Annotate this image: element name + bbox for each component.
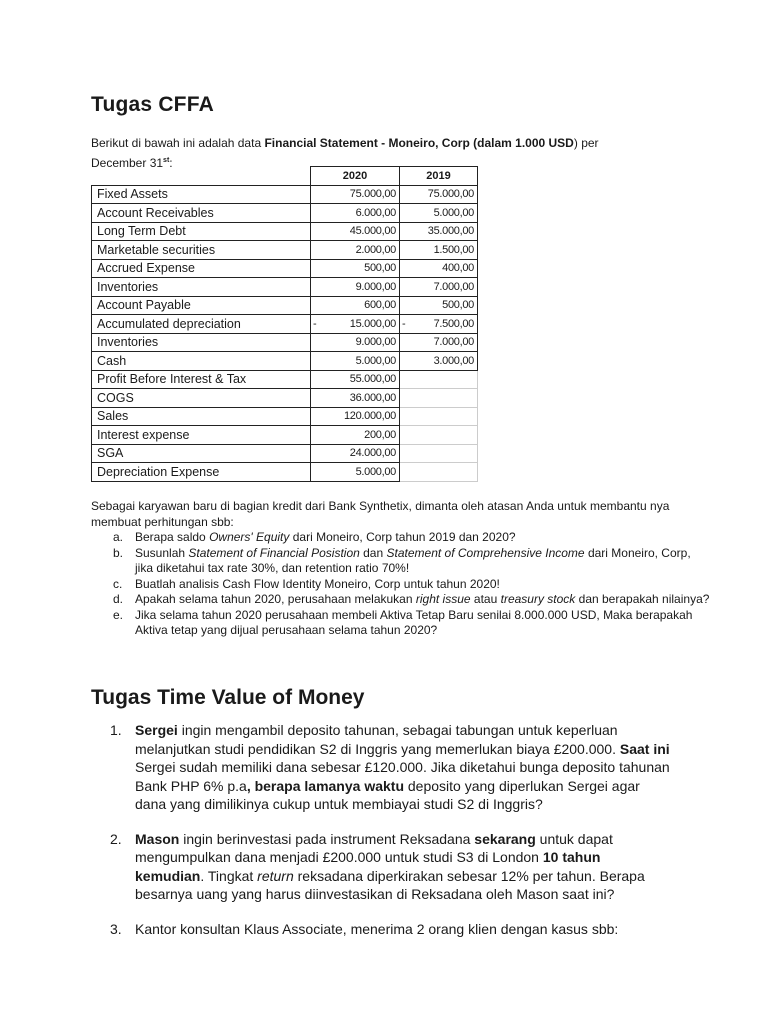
- cell-y2019: [400, 426, 478, 445]
- tvm-text: ingin berinvestasi pada instrument Reksadana: [179, 830, 475, 847]
- task-marker: d.: [113, 592, 124, 606]
- cell-y2019: [400, 389, 478, 408]
- cell-value: 9.000,00: [355, 280, 396, 293]
- table-row: [92, 315, 478, 334]
- row-label: Accumulated depreciation: [92, 315, 311, 334]
- tvm-text: untuk dapat mengumpulkan dana menjadi £200.000 untuk studi S3 di London: [135, 830, 613, 865]
- tvm-number: 3.: [110, 920, 122, 937]
- task-text: treasury stock: [500, 592, 576, 606]
- table-row: [92, 407, 478, 426]
- cell-value: 5.000,00: [433, 206, 474, 219]
- cell-y2020: [311, 333, 400, 352]
- task-marker: e.: [113, 607, 124, 622]
- tvm-text: , berapa lamanya waktu: [246, 777, 404, 794]
- cell-y2020: [311, 296, 400, 315]
- cell-y2019: [400, 204, 478, 223]
- cell-y2020: [311, 426, 400, 445]
- task-item: [113, 607, 711, 639]
- cell-value: 5.000,00: [355, 465, 396, 478]
- tvm-item: [110, 830, 670, 904]
- row-label: COGS: [92, 389, 311, 408]
- tvm-text: Sergei: [135, 722, 178, 738]
- tvm-text: sekarang: [474, 830, 536, 847]
- intro-end: :: [169, 156, 173, 170]
- cell-value: 5.000,00: [355, 354, 396, 367]
- cell-y2019: [400, 296, 478, 315]
- cell-y2019: [400, 185, 478, 204]
- task-text: dan: [359, 545, 387, 560]
- table-row: [92, 352, 478, 371]
- table-row: [92, 241, 478, 260]
- cell-value: 9.000,00: [355, 336, 396, 349]
- cell-value: 600,00: [364, 299, 396, 312]
- task-marker: b.: [113, 545, 124, 560]
- task-item: [113, 530, 711, 546]
- task-text: dari Moneiro, Corp tahun 2019 dan 2020?: [289, 530, 516, 544]
- cell-value: 7.000,00: [433, 280, 474, 293]
- row-label: Inventories: [92, 278, 311, 297]
- cell-y2019: [400, 463, 478, 482]
- header-2019: 2019: [400, 167, 478, 186]
- tvm-text: Sergei sudah memiliki dana sebesar £120.000. Jika diketahui bunga deposito tahunan Bank PHP 6% p.a: [135, 759, 670, 794]
- cell-value: 15.000,00: [349, 317, 396, 330]
- cell-value: 1.500,00: [433, 243, 474, 256]
- cell-value: 75.000,00: [427, 188, 474, 201]
- cell-y2020: [311, 389, 400, 408]
- row-label: Fixed Assets: [92, 185, 311, 204]
- intro-sup: st: [163, 157, 170, 164]
- task-text: Berapa saldo: [135, 530, 210, 544]
- cell-value: 45.000,00: [349, 225, 396, 238]
- cell-value: 400,00: [442, 262, 474, 275]
- tvm-number: 2.: [110, 830, 122, 847]
- tvm-text: deposito yang diperlukan Sergei agar dana yang dimilikinya cukup untuk membiayai studi S2 di Inggris?: [135, 777, 640, 812]
- negative-sign: -: [402, 317, 406, 330]
- cell-value: 2.000,00: [355, 243, 396, 256]
- task-text: atau: [470, 592, 501, 606]
- cell-value: 24.000,00: [349, 447, 396, 460]
- negative-sign: -: [313, 317, 317, 330]
- tvm-list: [110, 721, 670, 954]
- task-text: Buatlah analisis Cash Flow Identity Moneiro, Corp untuk tahun 2020!: [135, 576, 500, 591]
- cell-y2019: [400, 333, 478, 352]
- cell-y2020: [311, 278, 400, 297]
- intro-prefix: Berikut di bawah ini adalah data: [91, 136, 265, 150]
- cell-y2019: [400, 241, 478, 260]
- task-text: Statement of Financial Posistion: [188, 545, 360, 560]
- row-label: Long Term Debt: [92, 222, 311, 241]
- cell-value: 36.000,00: [349, 391, 396, 404]
- row-label: Inventories: [92, 333, 311, 352]
- task-list: [91, 530, 711, 639]
- cell-y2019: [400, 407, 478, 426]
- cell-y2020: [311, 352, 400, 371]
- cell-value: 500,00: [364, 262, 396, 275]
- financial-statement-table: [91, 166, 478, 482]
- table-row: [92, 222, 478, 241]
- cell-value: 7.500,00: [433, 317, 474, 330]
- row-label: Cash: [92, 352, 311, 371]
- cell-value: 55.000,00: [349, 373, 396, 386]
- cell-y2020: [311, 407, 400, 426]
- task-item: [113, 592, 711, 608]
- intro-suffix: ) per December 31: [91, 136, 599, 170]
- tvm-text: 10 tahun kemudian: [135, 849, 601, 884]
- cell-y2020: [311, 315, 400, 334]
- table-row: [92, 259, 478, 278]
- tvm-item: [110, 721, 670, 814]
- tvm-text: . Tingkat: [200, 867, 258, 884]
- cell-y2019: [400, 315, 478, 334]
- intro-bold: Financial Statement - Moneiro, Corp (dalam 1.000 USD: [264, 136, 574, 150]
- table-row: [92, 333, 478, 352]
- table-header-blank: [92, 167, 311, 186]
- table-body: [92, 185, 478, 481]
- cell-value: 35.000,00: [427, 225, 474, 238]
- cell-y2020: [311, 463, 400, 482]
- cell-y2019: [400, 370, 478, 389]
- tvm-title: Tugas Time Value of Money: [91, 686, 365, 709]
- cell-y2020: [311, 204, 400, 223]
- table-row: [92, 389, 478, 408]
- table-row: [92, 370, 478, 389]
- header-2020: 2020: [311, 167, 400, 186]
- task-text: Jika selama tahun 2020 perusahaan membeli Aktiva Tetap Baru senilai 8.000.000 USD, Maka berapakah Aktiva tetap yang dijual perusahaan selama tahun 2020?: [135, 607, 693, 637]
- cell-value: 500,00: [442, 299, 474, 312]
- table-row: [92, 185, 478, 204]
- cell-value: 75.000,00: [349, 188, 396, 201]
- task-item: [113, 545, 711, 577]
- tvm-item: [110, 920, 670, 939]
- tvm-text: Kantor konsultan Klaus Associate, menerima 2 orang klien dengan kasus sbb:: [135, 920, 619, 937]
- cell-value: 120.000,00: [343, 410, 396, 423]
- cffa-title: Tugas CFFA: [91, 93, 214, 116]
- row-label: Account Payable: [92, 296, 311, 315]
- cell-y2020: [311, 370, 400, 389]
- cell-y2020: [311, 259, 400, 278]
- tvm-text: Saat ini: [619, 740, 670, 757]
- table-row: [92, 296, 478, 315]
- table-row: [92, 278, 478, 297]
- row-label: Sales: [92, 407, 311, 426]
- row-label: Interest expense: [92, 426, 311, 445]
- task-text: Apakah selama tahun 2020, perusahaan melakukan: [135, 592, 416, 606]
- table-row: [92, 444, 478, 463]
- task-text: Susunlah: [135, 545, 189, 560]
- cell-y2020: [311, 444, 400, 463]
- cell-value: 3.000,00: [433, 354, 474, 367]
- cell-y2019: [400, 444, 478, 463]
- task-text: dari Moneiro, Corp, jika diketahui tax rate 30%, dan retention ratio 70%!: [135, 545, 691, 575]
- task-item: [113, 576, 711, 593]
- cell-y2020: [311, 241, 400, 260]
- cell-y2020: [311, 185, 400, 204]
- cell-y2019: [400, 222, 478, 241]
- task-text: dan berapakah nilainya?: [575, 592, 710, 606]
- table-row: [92, 426, 478, 445]
- table-row: [92, 463, 478, 482]
- tvm-text: reksadana diperkirakan sebesar 12% per tahun. Berapa besarnya uang yang harus diinvestasikan di Reksadana oleh Mason saat ini?: [135, 867, 645, 902]
- task-marker: a.: [113, 530, 124, 544]
- task-text: Statement of Comprehensive Income: [386, 545, 585, 560]
- task-marker: c.: [113, 576, 123, 591]
- cell-value: 7.000,00: [433, 336, 474, 349]
- task-text: Owners' Equity: [209, 530, 290, 544]
- table-row: [92, 204, 478, 223]
- cell-y2020: [311, 222, 400, 241]
- row-label: Profit Before Interest & Tax: [92, 370, 311, 389]
- tvm-text: Mason: [135, 830, 180, 847]
- tvm-text: ingin mengambil deposito tahunan, sebagai tabungan untuk keperluan melanjutkan studi pendidikan S2 di Inggris yang memerlukan biaya £200.000.: [135, 722, 620, 757]
- cell-value: 200,00: [364, 428, 396, 441]
- cell-y2019: [400, 278, 478, 297]
- row-label: Depreciation Expense: [92, 463, 311, 482]
- row-label: Account Receivables: [92, 204, 311, 223]
- cffa-tasks: [91, 499, 711, 639]
- row-label: Marketable securities: [92, 241, 311, 260]
- row-label: SGA: [92, 444, 311, 463]
- tvm-number: 1.: [110, 722, 122, 738]
- cell-y2019: [400, 259, 478, 278]
- tvm-text: return: [257, 867, 294, 884]
- table-header-row: [92, 167, 478, 186]
- cell-value: 6.000,00: [355, 206, 396, 219]
- task-text: right issue: [415, 592, 471, 606]
- row-label: Accrued Expense: [92, 259, 311, 278]
- cell-y2019: [400, 352, 478, 371]
- task-intro: Sebagai karyawan baru di bagian kredit dari Bank Synthetix, dimanta oleh atasan Anda untuk membantu nya membuat perhitungan sbb:: [91, 499, 670, 529]
